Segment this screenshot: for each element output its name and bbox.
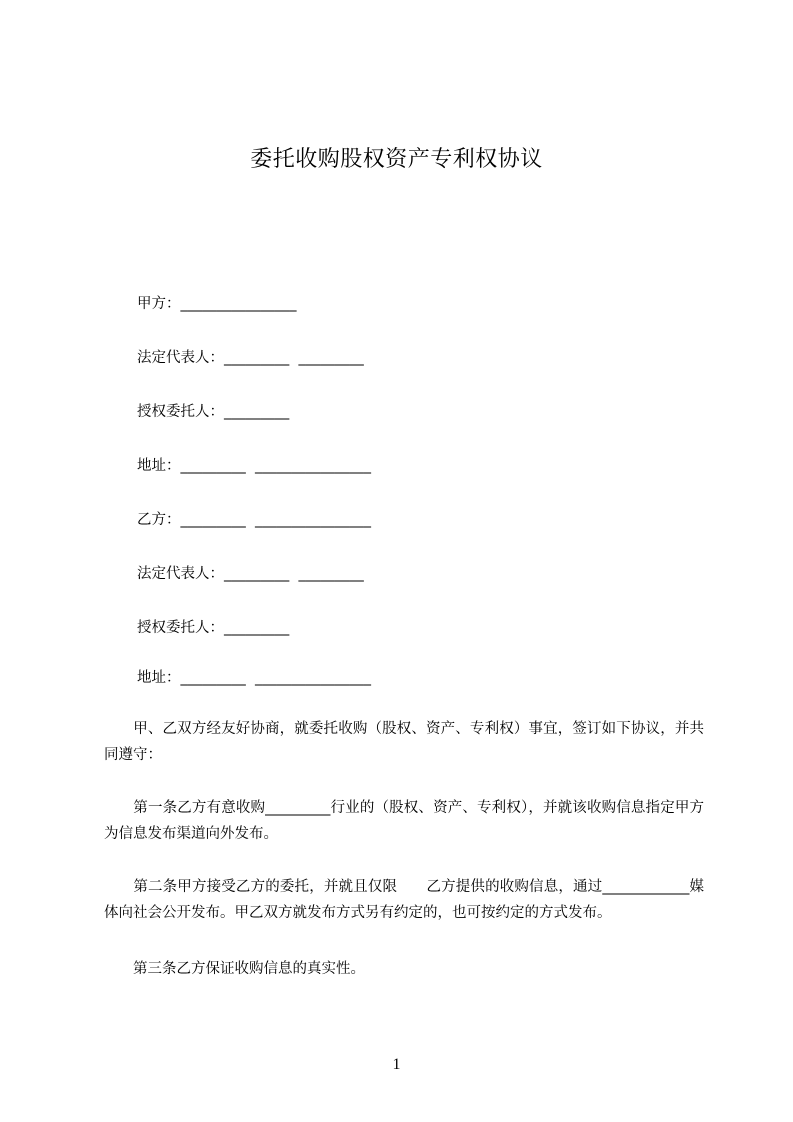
party-b-authorized-agent-field: 授权委托人：_________ <box>137 620 290 636</box>
article-3-paragraph: 第三条乙方保证收购信息的真实性。 <box>104 961 365 977</box>
party-b-address-field: 地址：_________ ________________ <box>137 670 371 686</box>
document-title: 委托收购股权资产专利权协议 <box>250 147 543 172</box>
party-a-legal-rep-field: 法定代表人：_________ _________ <box>137 350 364 366</box>
page-number: 1 <box>392 1056 401 1073</box>
party-b-legal-rep-field: 法定代表人：_________ _________ <box>137 566 364 582</box>
party-b-field: 乙方：_________ ________________ <box>137 512 371 528</box>
article-1-paragraph: 第一条乙方有意收购_________行业的（股权、资产、专利权），并就该收购信息指定甲方为信息发布渠道向外发布。 <box>104 800 704 842</box>
intro-paragraph: 甲、乙双方经友好协商，就委托收购（股权、资产、专利权）事宜，签订如下协议，并共同遵守： <box>104 721 704 763</box>
article-2-paragraph: 第二条甲方接受乙方的委托，并就且仅限 乙方提供的收购信息，通过____________媒体向社会公开发布。甲乙双方就发布方式另有约定的，也可按约定的方式发布。 <box>104 879 704 921</box>
party-a-field: 甲方：________________ <box>137 296 297 312</box>
party-a-authorized-agent-field: 授权委托人：_________ <box>137 404 290 420</box>
party-a-address-field: 地址：_________ ________________ <box>137 458 371 474</box>
